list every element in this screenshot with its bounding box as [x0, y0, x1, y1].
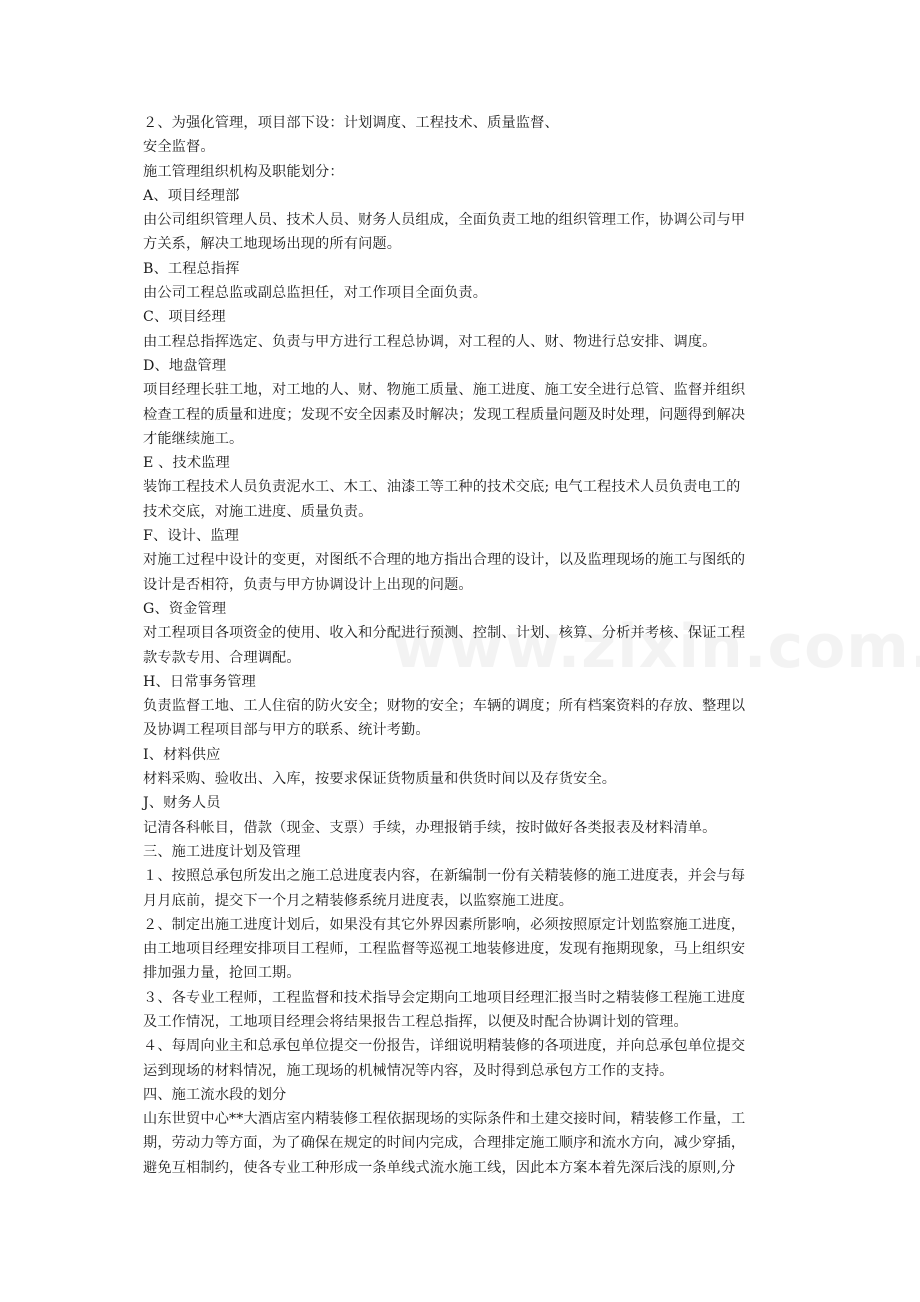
text-line: J、财务人员: [143, 795, 221, 812]
text-line: 装饰工程技术人员负责泥水工、木工、油漆工等工种的技术交底; 电气工程技术人员负责电工的: [143, 479, 741, 496]
text-line: B、工程总指挥: [143, 260, 240, 277]
text-line: 由公司工程总监或副总监担任，对工作项目全面负责。: [143, 285, 488, 302]
text-line: 避免互相制约，使各专业工种形成一条单线式流水施工线，因此本方案本着先深后浅的原则,分: [143, 1159, 736, 1176]
text-line: 项目经理长驻工地，对工地的人、财、物施工质量、施工进度、施工安全进行总管、监督并组织: [143, 382, 746, 399]
text-line: 及协调工程项目部与甲方的联系、统计考勤。: [143, 722, 430, 739]
text-line: 安全监督。: [143, 139, 215, 156]
text-line: １、按照总承包所发出之施工总进度表内容，在新编制一份有关精装修的施工进度表，并会与每: [143, 868, 746, 885]
text-line: 设计是否相符，负责与甲方协调设计上出现的问题。: [143, 576, 473, 593]
text-line: 由工地项目经理安排项目工程师，工程监督等巡视工地装修进度，发现有拖期现象，马上组织安: [143, 941, 746, 958]
text-line: 材料采购、验收出、入库，按要求保证货物质量和供货时间以及存货安全。: [143, 771, 617, 788]
document-body: [143, 111, 793, 1180]
text-line: F、设计、监理: [143, 528, 240, 545]
text-line: 对施工过程中设计的变更，对图纸不合理的地方指出合理的设计，以及监理现场的施工与图纸的: [143, 552, 746, 569]
text-line: 负责监督工地、工人住宿的防火安全；财物的安全；车辆的调度；所有档案资料的存放、整理以: [143, 698, 746, 715]
text-line: D、地盘管理: [143, 357, 227, 374]
text-line: 期，劳动力等方面，为了确保在规定的时间内完成，合理排定施工顺序和流水方向，减少穿插，: [143, 1135, 746, 1152]
text-line: 款专款专用、合理调配。: [143, 649, 301, 666]
text-line: I、材料供应: [143, 746, 221, 763]
text-line: G、资金管理: [143, 600, 227, 617]
text-line: 技术交底，对施工进度、质量负责。: [143, 503, 373, 520]
text-line: C、项目经理: [143, 309, 226, 326]
text-line: E 、技术监理: [143, 455, 230, 472]
text-line: 运到现场的材料情况，施工现场的机械情况等内容，及时得到总承包方工作的支持。: [143, 1062, 674, 1079]
text-line: 记清各科帐目，借款（现金、支票）手续，办理报销手续，按时做好各类报表及材料清单。: [143, 819, 717, 836]
text-line: A、项目经理部: [143, 187, 240, 204]
text-line: 施工管理组织机构及职能划分：: [143, 163, 344, 180]
text-line: 及工作情况，工地项目经理会将结果报告工程总指挥，以便及时配合协调计划的管理。: [143, 1013, 688, 1030]
text-line: 由工程总指挥选定、负责与甲方进行工程总协调，对工程的人、财、物进行总安排、调度。: [143, 333, 717, 350]
text-line: 四、施工流水段的划分: [143, 1086, 287, 1103]
text-line: 由公司组织管理人员、技术人员、财务人员组成，全面负责工地的组织管理工作，协调公司与甲: [143, 212, 746, 229]
text-line: 山东世贸中心**大酒店室内精装修工程依据现场的实际条件和土建交接时间，精装修工作量，工: [143, 1111, 746, 1128]
text-line: 才能继续施工。: [143, 430, 244, 447]
text-line: ３、各专业工程师，工程监督和技术指导会定期向工地项目经理汇报当时之精装修工程施工进度: [143, 989, 746, 1006]
text-line: 方关系，解决工地现场出现的所有问题。: [143, 236, 402, 253]
text-line: ２、为强化管理，项目部下设：计划调度、工程技术、质量监督、: [143, 115, 559, 131]
text-line: ２、制定出施工进度计划后，如果没有其它外界因素所影响，必须按照原定计划监察施工进度，: [143, 916, 746, 933]
text-line: 三、施工进度计划及管理: [143, 843, 301, 860]
text-line: 对工程项目各项资金的使用、收入和分配进行预测、控制、计划、核算、分析并考核、保证工程: [143, 625, 746, 642]
text-line: 检查工程的质量和进度；发现不安全因素及时解决；发现工程质量问题及时处理，问题得到解决: [143, 406, 746, 423]
text-line: ４、每周向业主和总承包单位提交一份报告，详细说明精装修的各项进度，并向总承包单位提交: [143, 1038, 746, 1055]
text-line: 排加强力量，抢回工期。: [143, 965, 301, 982]
text-line: 月月底前，提交下一个月之精装修系统月进度表，以监察施工进度。: [143, 892, 574, 909]
text-line: H、日常事务管理: [143, 673, 256, 690]
